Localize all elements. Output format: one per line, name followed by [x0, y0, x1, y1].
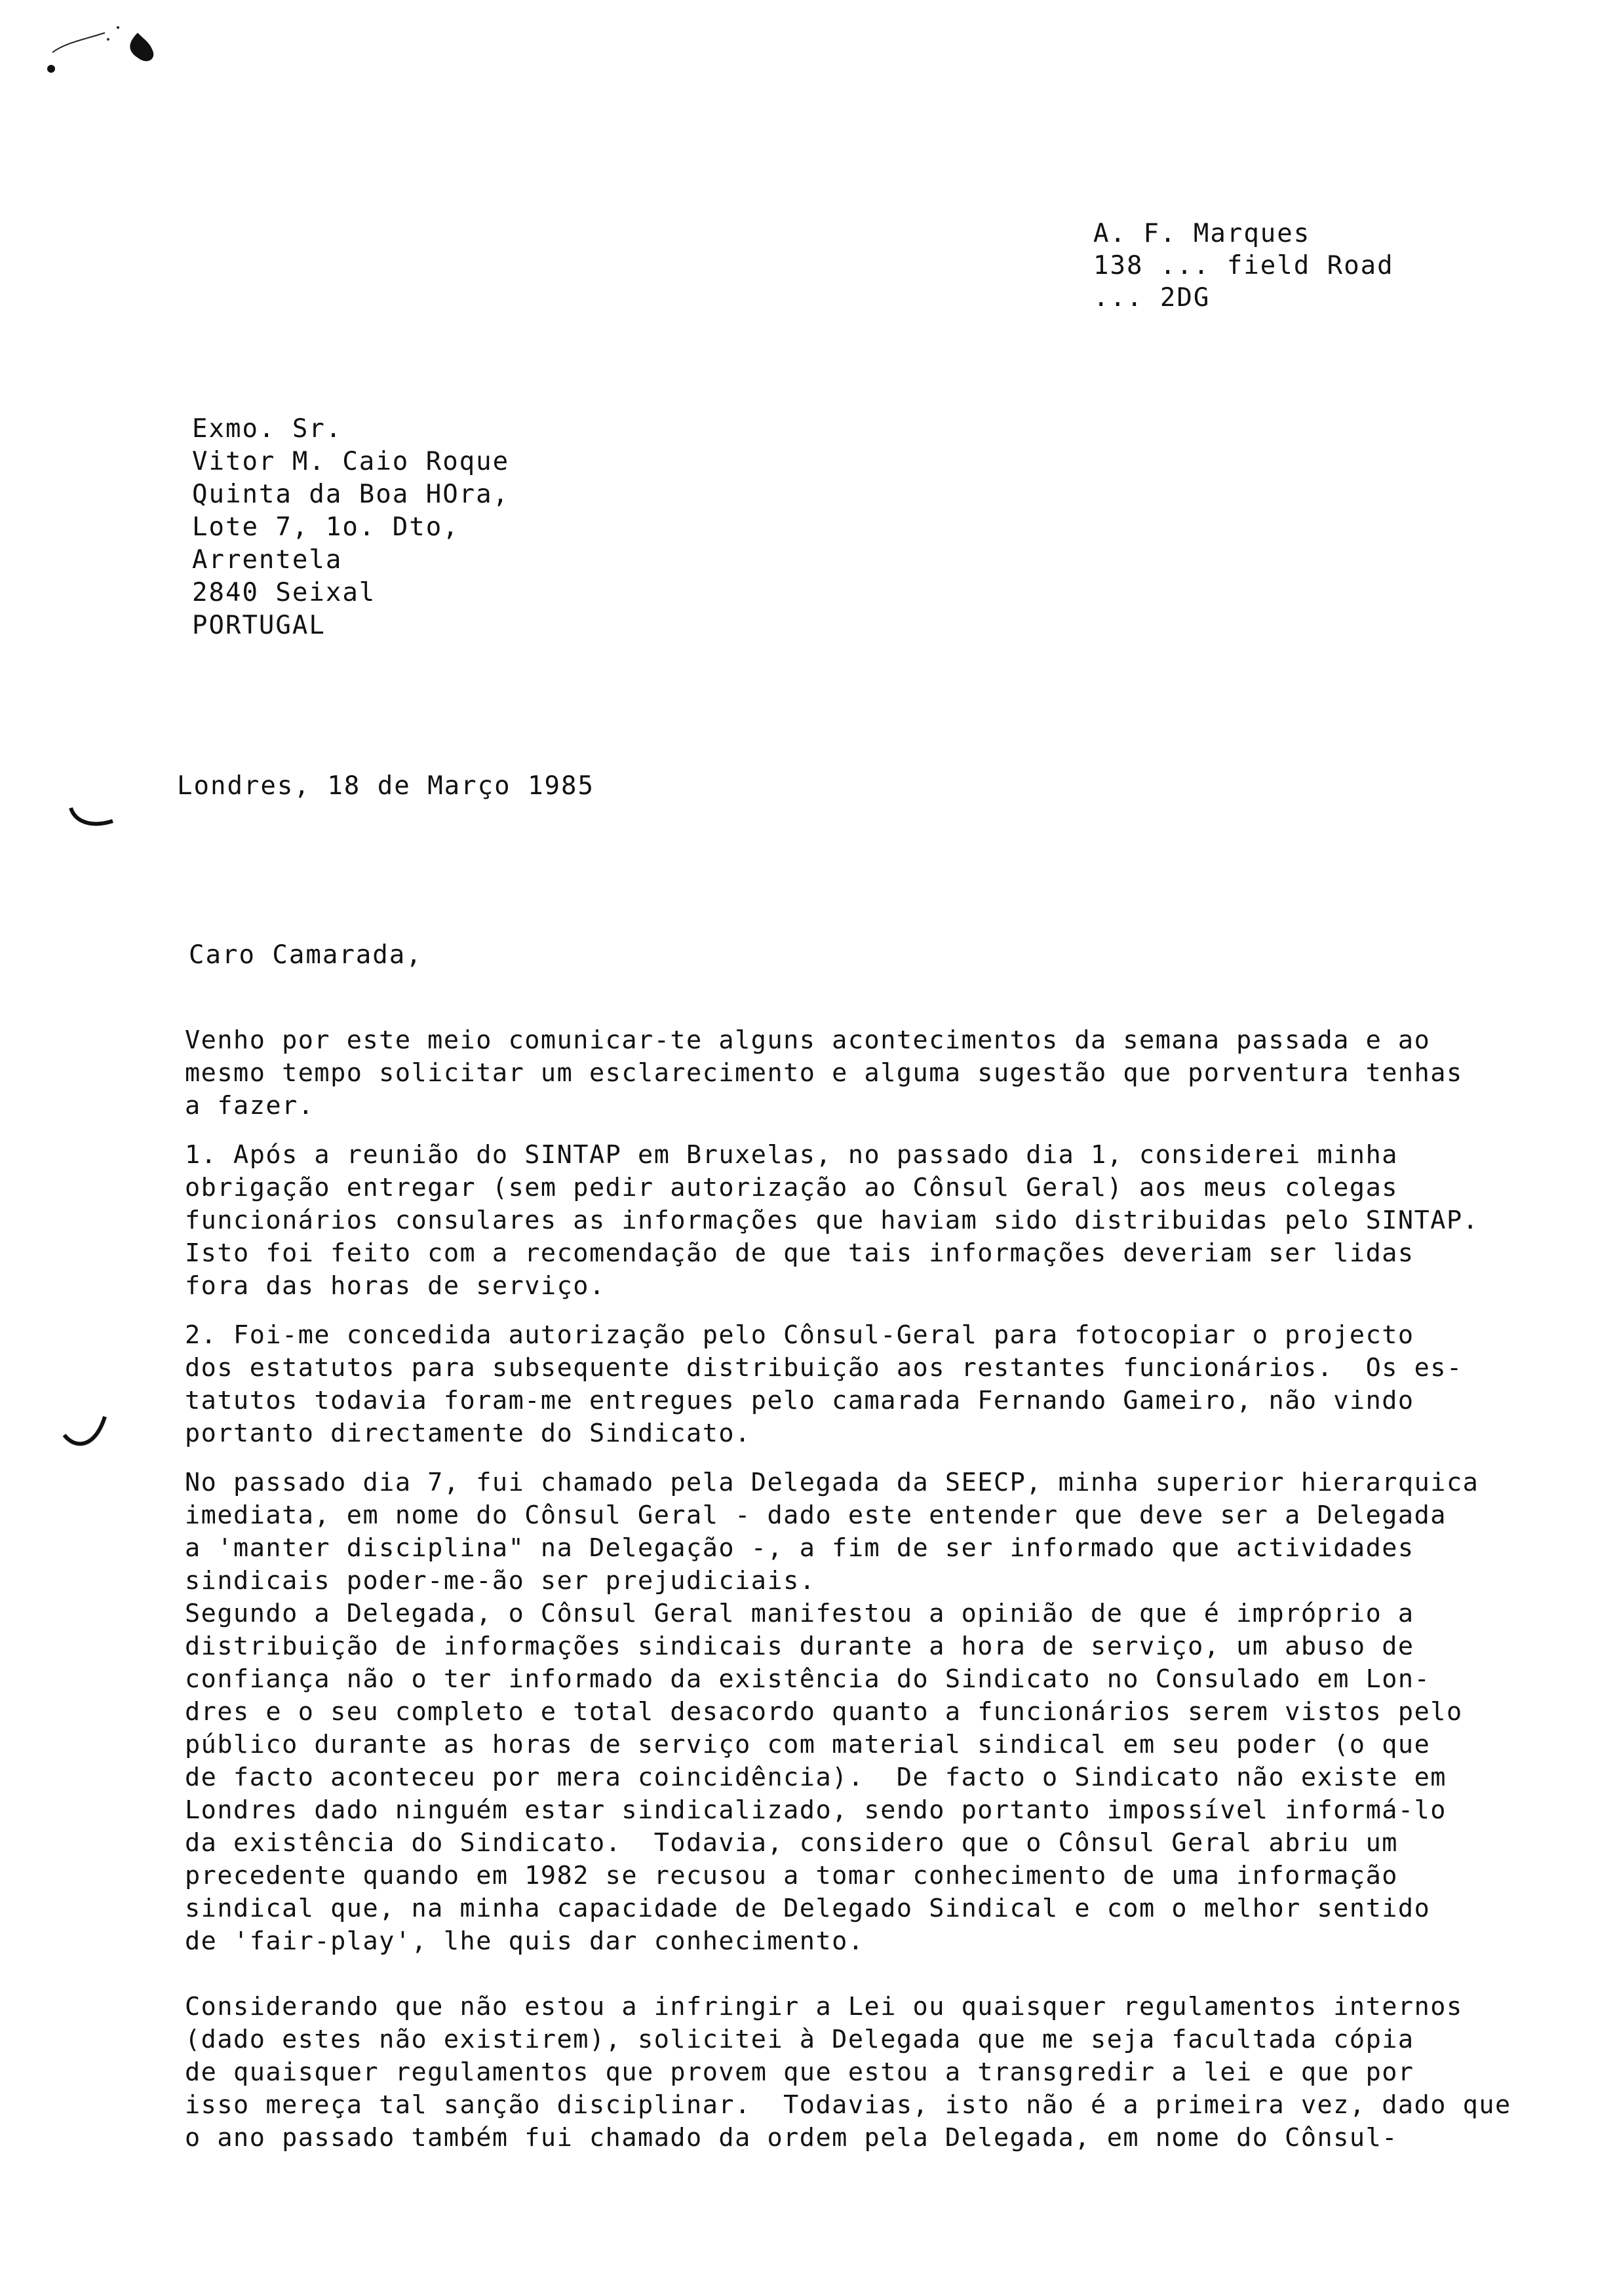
text-line: público durante as horas de serviço com material sindical em seu poder (o que: [185, 1730, 1431, 1759]
sender-street: 138 ... field Road: [1093, 251, 1394, 280]
recipient-line: 2840 Seixal: [192, 578, 376, 607]
text-line: Segundo a Delegada, o Cônsul Geral manifestou a opinião de que é impróprio a: [185, 1599, 1414, 1628]
text-line: tatutos todavia foram-me entregues pelo camarada Fernando Gameiro, não vindo: [185, 1386, 1414, 1415]
text-line: fora das horas de serviço.: [185, 1271, 606, 1301]
text-line: a 'manter disciplina" na Delegação -, a fim de ser informado que actividades: [185, 1533, 1414, 1563]
text-line: dres e o seu completo e total desacordo quanto a funcionários serem vistos pelo: [185, 1697, 1463, 1727]
text-line: de quaisquer regulamentos que provem que estou a transgredir a lei e que por: [185, 2057, 1414, 2087]
text-line: precedente quando em 1982 se recusou a tomar conhecimento de uma informação: [185, 1861, 1398, 1890]
text-line: confiança não o ter informado da existência do Sindicato no Consulado em Lon-: [185, 1664, 1431, 1694]
paragraph-point-1: [185, 1139, 1515, 1303]
text-line: funcionários consulares as informações que haviam sido distribuidas pelo SINTAP.: [185, 1206, 1479, 1235]
text-line: 1. Após a reunião do SINTAP em Bruxelas, no passado dia 1, considerei minha: [185, 1140, 1398, 1170]
margin-curve-mark: [59, 1409, 111, 1455]
text-line: isso mereça tal sanção disciplinar. Todavias, isto não é a primeira vez, dado que: [185, 2090, 1511, 2120]
recipient-line: Exmo. Sr.: [192, 414, 343, 444]
letter-date: Londres, 18 de Março 1985: [177, 771, 594, 801]
margin-curve-mark: [66, 803, 118, 835]
letter-body: [185, 1024, 1515, 2171]
text-line: 2. Foi-me concedida autorização pelo Cônsul-Geral para fotocopiar o projecto: [185, 1320, 1414, 1350]
salutation: Caro Camarada,: [189, 940, 423, 970]
text-line: mesmo tempo solicitar um esclarecimento e alguma sugestão que porventura tenhas: [185, 1058, 1463, 1088]
text-line: Isto foi feito com a recomendação de que tais informações deveriam ser lidas: [185, 1238, 1414, 1268]
text-line: distribuição de informações sindicais durante a hora de serviço, um abuso de: [185, 1632, 1414, 1661]
sender-name: A. F. Marques: [1093, 219, 1311, 248]
text-line: sindical que, na minha capacidade de Delegado Sindical e com o melhor sentido: [185, 1894, 1431, 1923]
text-line: dos estatutos para subsequente distribuição aos restantes funcionários. Os es-: [185, 1353, 1463, 1383]
text-line: a fazer.: [185, 1091, 315, 1120]
text-line: Londres dado ninguém estar sindicalizado, sendo portanto impossível informá-lo: [185, 1795, 1447, 1825]
paragraph-meeting: [185, 1466, 1515, 1958]
text-line: No passado dia 7, fui chamado pela Delegada da SEECP, minha superior hierarquica: [185, 1468, 1479, 1497]
recipient-line: PORTUGAL: [192, 611, 326, 640]
paragraph-point-2: [185, 1319, 1515, 1450]
text-line: o ano passado também fui chamado da ordem pela Delegada, em nome do Cônsul-: [185, 2123, 1398, 2152]
text-line: portanto directamente do Sindicato.: [185, 1419, 751, 1448]
text-line: da existência do Sindicato. Todavia, considero que o Cônsul Geral abriu um: [185, 1828, 1398, 1858]
recipient-line: Quinta da Boa HOra,: [192, 480, 510, 509]
recipient-line: Vitor M. Caio Roque: [192, 447, 510, 476]
text-line: obrigação entregar (sem pedir autorização ao Cônsul Geral) aos meus colegas: [185, 1173, 1398, 1202]
text-line: de 'fair-play', lhe quis dar conhecimento.: [185, 1926, 865, 1956]
ink-blot-mark: [39, 13, 157, 85]
sender-address: [1093, 218, 1394, 314]
sender-city: ... 2DG: [1093, 283, 1211, 313]
paragraph-conclusion: [185, 1991, 1515, 2154]
paragraph-intro: [185, 1024, 1515, 1122]
text-line: Venho por este meio comunicar-te alguns acontecimentos da semana passada e ao: [185, 1025, 1431, 1055]
text-line: de facto aconteceu por mera coincidência). De facto o Sindicato não existe em: [185, 1763, 1447, 1792]
text-line: imediata, em nome do Cônsul Geral - dado este entender que deve ser a Delegada: [185, 1501, 1447, 1530]
recipient-line: Lote 7, 1o. Dto,: [192, 512, 459, 542]
recipient-address: [192, 413, 509, 642]
text-line: Considerando que não estou a infringir a Lei ou quaisquer regulamentos internos: [185, 1992, 1463, 2021]
text-line: sindicais poder-me-ão ser prejudiciais.: [185, 1566, 816, 1596]
text-line: (dado estes não existirem), solicitei à Delegada que me seja facultada cópia: [185, 2025, 1414, 2054]
recipient-line: Arrentela: [192, 545, 343, 575]
